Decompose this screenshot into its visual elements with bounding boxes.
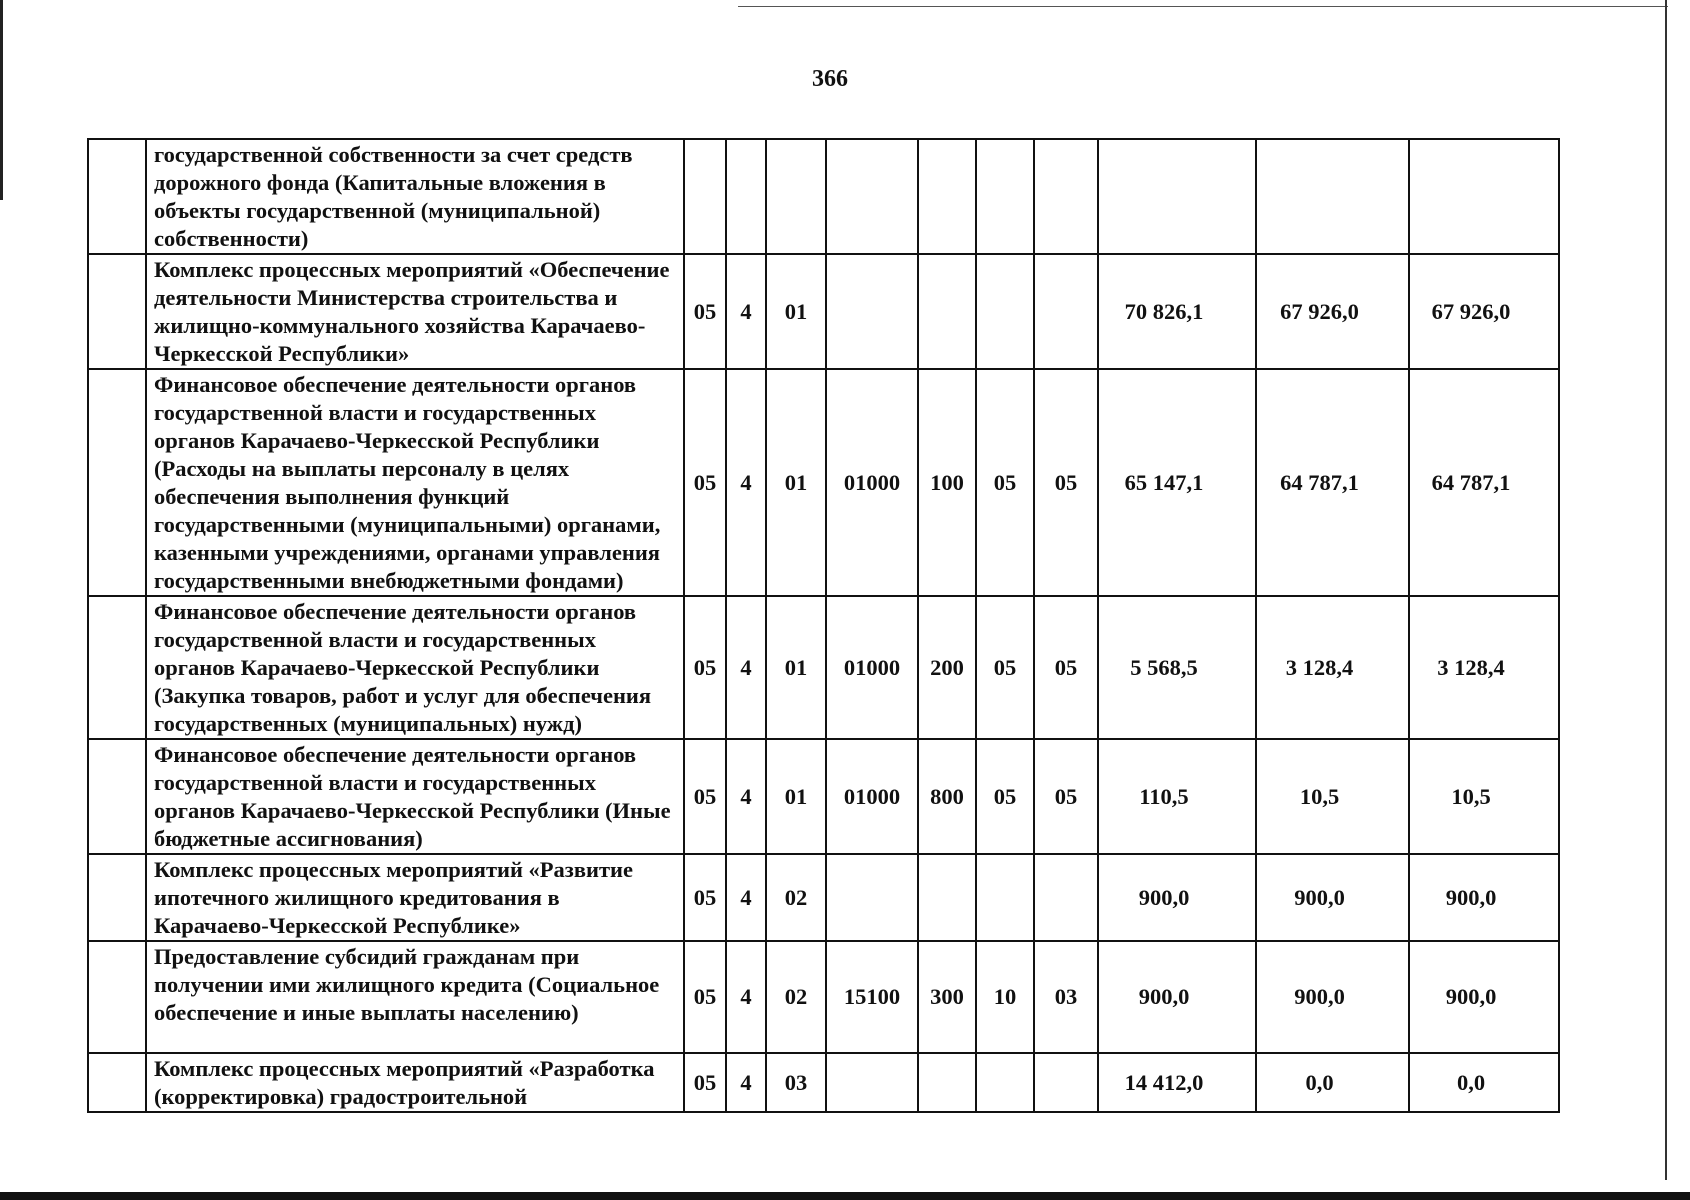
amount-year-1: 65 147,1: [1098, 369, 1256, 596]
subprogram-code: 01: [766, 596, 826, 739]
division-code: 05: [976, 596, 1034, 739]
direction-code: 15100: [826, 941, 918, 1053]
amount-year-2: 10,5: [1256, 739, 1409, 854]
direction-code: 01000: [826, 596, 918, 739]
subdivision-code: 05: [1034, 596, 1098, 739]
section-code: [684, 139, 726, 254]
section-code: 05: [684, 254, 726, 369]
section-code: 05: [684, 941, 726, 1053]
subdivision-code: 05: [1034, 369, 1098, 596]
table-row: [88, 596, 1559, 739]
row-number-cell: [88, 1053, 146, 1112]
program-code: 4: [726, 1053, 766, 1112]
program-code: 4: [726, 369, 766, 596]
amount-year-1: 70 826,1: [1098, 254, 1256, 369]
row-number-cell: [88, 254, 146, 369]
amount-year-2: 0,0: [1256, 1053, 1409, 1112]
item-name: Предоставление субсидий гражданам при получении ими жилищного кредита (Социальное обеспечение и иные выплаты населению): [146, 941, 684, 1053]
amount-year-3: 67 926,0: [1409, 254, 1559, 369]
section-code: 05: [684, 854, 726, 941]
division-code: 10: [976, 941, 1034, 1053]
page-number: 366: [812, 66, 848, 92]
subprogram-code: 01: [766, 254, 826, 369]
expense-type-code: 200: [918, 596, 976, 739]
budget-table: [87, 138, 1560, 1113]
amount-year-1: 5 568,5: [1098, 596, 1256, 739]
table-row: [88, 854, 1559, 941]
expense-type-code: 100: [918, 369, 976, 596]
amount-year-3: 3 128,4: [1409, 596, 1559, 739]
subdivision-code: [1034, 854, 1098, 941]
table-row: [88, 941, 1559, 1053]
table-row: [88, 739, 1559, 854]
section-code: 05: [684, 739, 726, 854]
expense-type-code: [918, 139, 976, 254]
row-number-cell: [88, 739, 146, 854]
amount-year-2: 67 926,0: [1256, 254, 1409, 369]
scan-edge-right: [1665, 0, 1667, 1180]
division-code: 05: [976, 739, 1034, 854]
amount-year-2: 900,0: [1256, 854, 1409, 941]
table-row: [88, 254, 1559, 369]
division-code: [976, 1053, 1034, 1112]
amount-year-2: [1256, 139, 1409, 254]
direction-code: [826, 254, 918, 369]
subdivision-code: [1034, 139, 1098, 254]
subprogram-code: 01: [766, 739, 826, 854]
row-number-cell: [88, 941, 146, 1053]
amount-year-3: 900,0: [1409, 854, 1559, 941]
direction-code: [826, 1053, 918, 1112]
expense-type-code: [918, 1053, 976, 1112]
section-code: 05: [684, 596, 726, 739]
amount-year-1: 900,0: [1098, 941, 1256, 1053]
program-code: 4: [726, 941, 766, 1053]
section-code: 05: [684, 369, 726, 596]
direction-code: [826, 854, 918, 941]
amount-year-3: [1409, 139, 1559, 254]
row-number-cell: [88, 854, 146, 941]
amount-year-1: [1098, 139, 1256, 254]
expense-type-code: [918, 854, 976, 941]
division-code: 05: [976, 369, 1034, 596]
scan-edge-top: [738, 6, 1668, 7]
direction-code: [826, 139, 918, 254]
amount-year-2: 64 787,1: [1256, 369, 1409, 596]
row-number-cell: [88, 369, 146, 596]
subprogram-code: 03: [766, 1053, 826, 1112]
subprogram-code: [766, 139, 826, 254]
item-name: Финансовое обеспечение деятельности органов государственной власти и государственных органов Карачаево-Черкесской Республики (Расходы на выплаты персоналу в целях обеспечения выполнения функций государственными (муниципальными) органами, казенными учреждениями, органами управления государственными внебюджетными фондами): [146, 369, 684, 596]
table-row: [88, 139, 1559, 254]
program-code: 4: [726, 596, 766, 739]
subdivision-code: [1034, 1053, 1098, 1112]
table-row: [88, 1053, 1559, 1112]
subdivision-code: [1034, 254, 1098, 369]
subdivision-code: 03: [1034, 941, 1098, 1053]
expense-type-code: 300: [918, 941, 976, 1053]
program-code: [726, 139, 766, 254]
section-code: 05: [684, 1053, 726, 1112]
amount-year-3: 10,5: [1409, 739, 1559, 854]
amount-year-1: 110,5: [1098, 739, 1256, 854]
program-code: 4: [726, 854, 766, 941]
table-row: [88, 369, 1559, 596]
row-number-cell: [88, 596, 146, 739]
subprogram-code: 02: [766, 854, 826, 941]
program-code: 4: [726, 254, 766, 369]
item-name: Комплекс процессных мероприятий «Разработка (корректировка) градостроительной: [146, 1053, 684, 1112]
subdivision-code: 05: [1034, 739, 1098, 854]
amount-year-3: 900,0: [1409, 941, 1559, 1053]
direction-code: 01000: [826, 369, 918, 596]
division-code: [976, 854, 1034, 941]
scan-edge-left: [0, 0, 3, 200]
scan-edge-bottom: [0, 1192, 1690, 1200]
direction-code: 01000: [826, 739, 918, 854]
amount-year-3: 64 787,1: [1409, 369, 1559, 596]
expense-type-code: [918, 254, 976, 369]
item-name: Комплекс процессных мероприятий «Обеспечение деятельности Министерства строительства и жилищно-коммунального хозяйства Карачаево-Черкесской Республики»: [146, 254, 684, 369]
amount-year-1: 14 412,0: [1098, 1053, 1256, 1112]
item-name: Комплекс процессных мероприятий «Развитие ипотечного жилищного кредитования в Карачаево-Черкесской Республике»: [146, 854, 684, 941]
amount-year-2: 900,0: [1256, 941, 1409, 1053]
subprogram-code: 01: [766, 369, 826, 596]
item-name: Финансовое обеспечение деятельности органов государственной власти и государственных органов Карачаево-Черкесской Республики (Закупка товаров, работ и услуг для обеспечения государственных (муниципальных) нужд): [146, 596, 684, 739]
amount-year-1: 900,0: [1098, 854, 1256, 941]
program-code: 4: [726, 739, 766, 854]
division-code: [976, 254, 1034, 369]
row-number-cell: [88, 139, 146, 254]
item-name: государственной собственности за счет средств дорожного фонда (Капитальные вложения в объекты государственной (муниципальной) собственности): [146, 139, 684, 254]
division-code: [976, 139, 1034, 254]
expense-type-code: 800: [918, 739, 976, 854]
amount-year-2: 3 128,4: [1256, 596, 1409, 739]
item-name: Финансовое обеспечение деятельности органов государственной власти и государственных органов Карачаево-Черкесской Республики (Иные бюджетные ассигнования): [146, 739, 684, 854]
subprogram-code: 02: [766, 941, 826, 1053]
amount-year-3: 0,0: [1409, 1053, 1559, 1112]
